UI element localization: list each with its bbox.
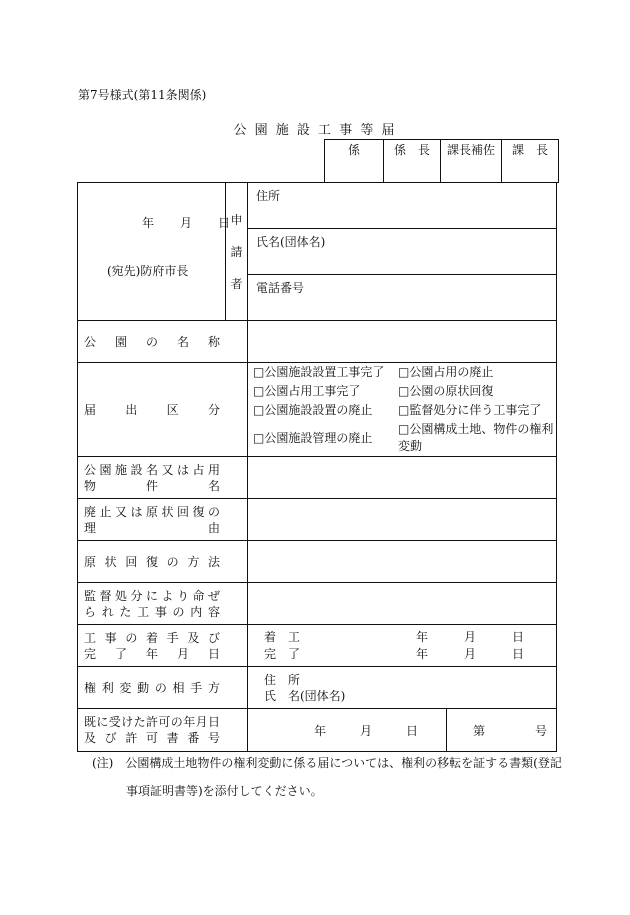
submission-date[interactable] [142,214,230,231]
transfer-name-label: 氏 名(団体名) [264,688,346,703]
work-end-day: 日 [512,646,525,661]
work-end-year: 年 [416,646,429,661]
notification-form [77,182,557,752]
park-name-label-cell [78,321,248,363]
notification-type-options [248,363,557,457]
reason-field[interactable] [248,499,557,541]
permit-label-cell [78,709,248,752]
park-name-field[interactable] [248,321,557,363]
permit-number-suffix: 号 [535,723,548,738]
park-name-label: 公園の名称 [84,335,220,349]
addressee: (宛先)防府市長 [107,264,189,278]
approval-stamp-box [324,139,559,183]
footnote-line2: 事項証明書等)を添付してください。 [126,784,323,798]
form-number-label: 第7号様式(第11条関係) [78,88,207,102]
work-start-row[interactable] [248,629,556,646]
facility-name-label-line1: 公園施設名又は占用 [84,462,220,477]
permit-year-label: 年 [314,723,327,738]
ordered-work-label-cell [78,583,248,625]
reason-label-line1: 廃止又は原状回復の [84,504,220,519]
ordered-work-label-line1: 監督処分により命ぜ [84,588,220,603]
work-dates-label-line1: 工事の着手及び [84,630,220,645]
work-dates-label-line2: 完了年月日 [84,646,220,661]
reason-label-line2: 理由 [84,520,220,535]
applicant-fields-cell [248,183,557,321]
restore-method-label-cell [78,541,248,583]
work-dates-label-cell [78,625,248,667]
approval-cell-deputy: 課長補佐 [441,140,502,183]
footnote [92,749,562,805]
option-management-abolish[interactable]: □公園施設管理の廃止 [253,430,373,445]
applicant-label-3: 者 [230,276,243,291]
footnote-line1: 公園構成土地物件の権利変動に係る届については、権利の移転を証する書類(登記 [125,756,562,770]
transfer-party-label: 権利変動の相手方 [84,681,220,695]
permit-day-label: 日 [406,723,419,738]
phone-label: 電話番号 [256,281,305,295]
option-rights-transfer[interactable]: □公園構成土地、物件の権利変動 [398,422,554,453]
form-title: 公 園 施 設 工 事 等 届 [233,123,397,138]
transfer-address-label: 住 所 [264,672,301,687]
ordered-work-field[interactable] [248,583,557,625]
approval-cell-manager: 課 長 [502,140,559,183]
work-start-day: 日 [512,629,525,644]
notification-type-label-cell [78,363,248,457]
permit-month-label: 月 [360,723,373,738]
option-occupancy-work-complete[interactable]: □公園占用工事完了 [253,384,361,398]
option-occupancy-abolish[interactable]: □公園占用の廃止 [398,365,494,379]
applicant-name-field[interactable] [248,229,556,275]
address-label: 住所 [256,189,281,203]
option-install-abolish[interactable]: □公園施設設置の廃止 [253,403,373,417]
date-month-label: 月 [179,216,192,230]
work-start-label: 着 工 [264,629,301,644]
option-ordered-work-complete[interactable]: □監督処分に伴う工事完了 [398,403,542,417]
permit-number-prefix: 第 [473,723,486,738]
permit-field-cell [248,709,557,752]
transfer-party-field[interactable] [248,667,557,709]
permit-number-field[interactable] [447,709,556,751]
work-end-label: 完 了 [264,646,301,661]
reason-label-cell [78,499,248,541]
footnote-mark: (注) [92,756,114,770]
name-label: 氏名(団体名) [256,235,326,249]
notification-type-label: 届出区分 [84,403,220,417]
ordered-work-label-line2: られた工事の内容 [84,604,220,619]
work-end-month: 月 [464,646,477,661]
applicant-address-field[interactable] [248,183,556,229]
transfer-party-label-cell [78,667,248,709]
date-day-label: 日 [217,216,230,230]
work-dates-field[interactable] [248,625,557,667]
date-and-addressee-cell [78,183,230,321]
permit-label-line1: 既に受けた許可の年月日 [84,715,220,729]
applicant-label-2: 請 [230,244,243,259]
approval-cell-chief: 係 長 [384,140,441,183]
approval-cell-staff: 係 [325,140,384,183]
restore-method-label: 原状回復の方法 [84,555,220,569]
work-end-row[interactable] [248,646,556,663]
option-install-complete[interactable]: □公園施設設置工事完了 [253,365,385,379]
option-restoration[interactable]: □公園の原状回復 [398,384,494,398]
facility-name-label-cell [78,457,248,499]
facility-name-label-line2: 物件名 [84,478,220,493]
date-year-label: 年 [142,216,155,230]
restore-method-field[interactable] [248,541,557,583]
facility-name-field[interactable] [248,457,557,499]
work-start-month: 月 [464,629,477,644]
applicant-phone-field[interactable] [248,275,556,321]
applicant-label-cell [226,183,248,321]
permit-date-field[interactable] [248,709,447,751]
permit-label-line2: 及び許可書番号 [84,731,220,745]
applicant-label-1: 申 [230,212,243,227]
work-start-year: 年 [416,629,429,644]
